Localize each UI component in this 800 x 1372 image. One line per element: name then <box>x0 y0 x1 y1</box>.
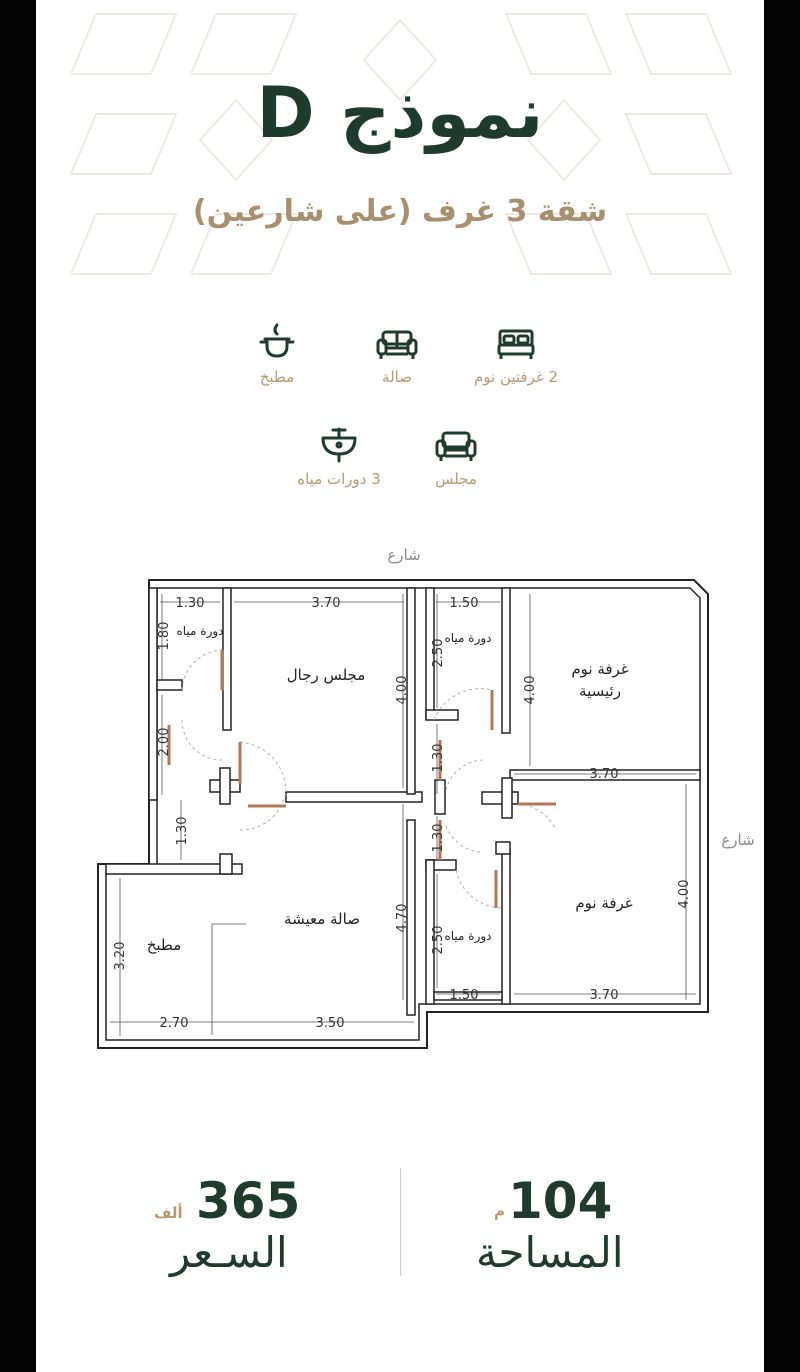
area-unit: م <box>494 1202 505 1220</box>
right-black-bar <box>764 0 800 1372</box>
dim-130-left: 1.30 <box>175 816 190 846</box>
dim-370-top: 3.70 <box>311 596 341 611</box>
dim-250-bottom: 2.50 <box>431 925 446 955</box>
area-label: المساحة <box>476 1228 624 1277</box>
dim-150-bottom: 1.50 <box>449 988 479 1003</box>
room-bedroom-label: غرفة نوم <box>575 894 633 912</box>
dim-180: 1.80 <box>157 621 172 651</box>
feature-bathrooms-label: 3 دورات مياه <box>297 470 381 488</box>
left-black-bar <box>0 0 36 1372</box>
room-bath2-label: دورة مياه <box>444 631 492 645</box>
page-title: نموذج D <box>256 72 544 154</box>
page-subtitle: شقة 3 غرف (على شارعين) <box>192 194 608 229</box>
sink-icon <box>319 426 359 464</box>
dim-130-corridor-top: 1.30 <box>431 743 446 773</box>
feature-kitchen-label: مطبخ <box>259 368 295 386</box>
street-top-label: شارع <box>387 546 421 564</box>
floor-plan <box>36 530 764 1070</box>
street-right-label: شارع <box>721 831 755 849</box>
dim-370-master: 3.70 <box>589 767 619 782</box>
feature-kitchen <box>192 322 362 386</box>
price-unit: ألف <box>154 1204 183 1222</box>
brochure-card <box>36 0 764 1372</box>
price-label: السـعر <box>170 1228 288 1277</box>
dim-200: 2.00 <box>157 727 172 757</box>
room-living-label: صالة معيشة <box>284 910 360 928</box>
feature-bathrooms <box>254 426 424 488</box>
room-bath3-label: دورة مياه <box>444 929 492 943</box>
dim-370-bottom: 3.70 <box>589 988 619 1003</box>
dim-130-top: 1.30 <box>175 596 205 611</box>
armchair-icon <box>435 430 477 464</box>
dim-470: 4.70 <box>395 903 410 933</box>
room-bath1-label: دورة مياه <box>176 624 224 638</box>
dim-320: 3.20 <box>113 941 128 971</box>
area-value: 104 <box>508 1172 613 1230</box>
room-majlis-label: مجلس رجال <box>286 666 366 684</box>
bed-icon <box>496 328 536 362</box>
dim-270: 2.70 <box>159 1016 189 1031</box>
dim-400-bedroom: 4.00 <box>677 879 692 909</box>
room-master-label-2: رئيسية <box>579 682 621 700</box>
dim-130-corridor-bottom: 1.30 <box>431 823 446 853</box>
feature-bedrooms-label: 2 غرفتين نوم <box>473 368 559 386</box>
dim-350: 3.50 <box>315 1016 345 1031</box>
price-value: 365 <box>196 1172 301 1230</box>
dim-400-majlis: 4.00 <box>395 675 410 705</box>
feature-hall-label: صالة <box>382 368 412 386</box>
dim-250-top: 2.50 <box>431 638 446 668</box>
feature-majlis-label: مجلس <box>435 470 477 488</box>
room-master-label-1: غرفة نوم <box>571 660 629 678</box>
footer-divider <box>400 1168 401 1276</box>
sofa-icon <box>376 328 418 362</box>
room-kitchen-label: مطبخ <box>146 936 182 954</box>
dim-150-top: 1.50 <box>449 596 479 611</box>
cooking-pot-icon <box>257 322 297 362</box>
dim-400-master: 4.00 <box>523 675 538 705</box>
